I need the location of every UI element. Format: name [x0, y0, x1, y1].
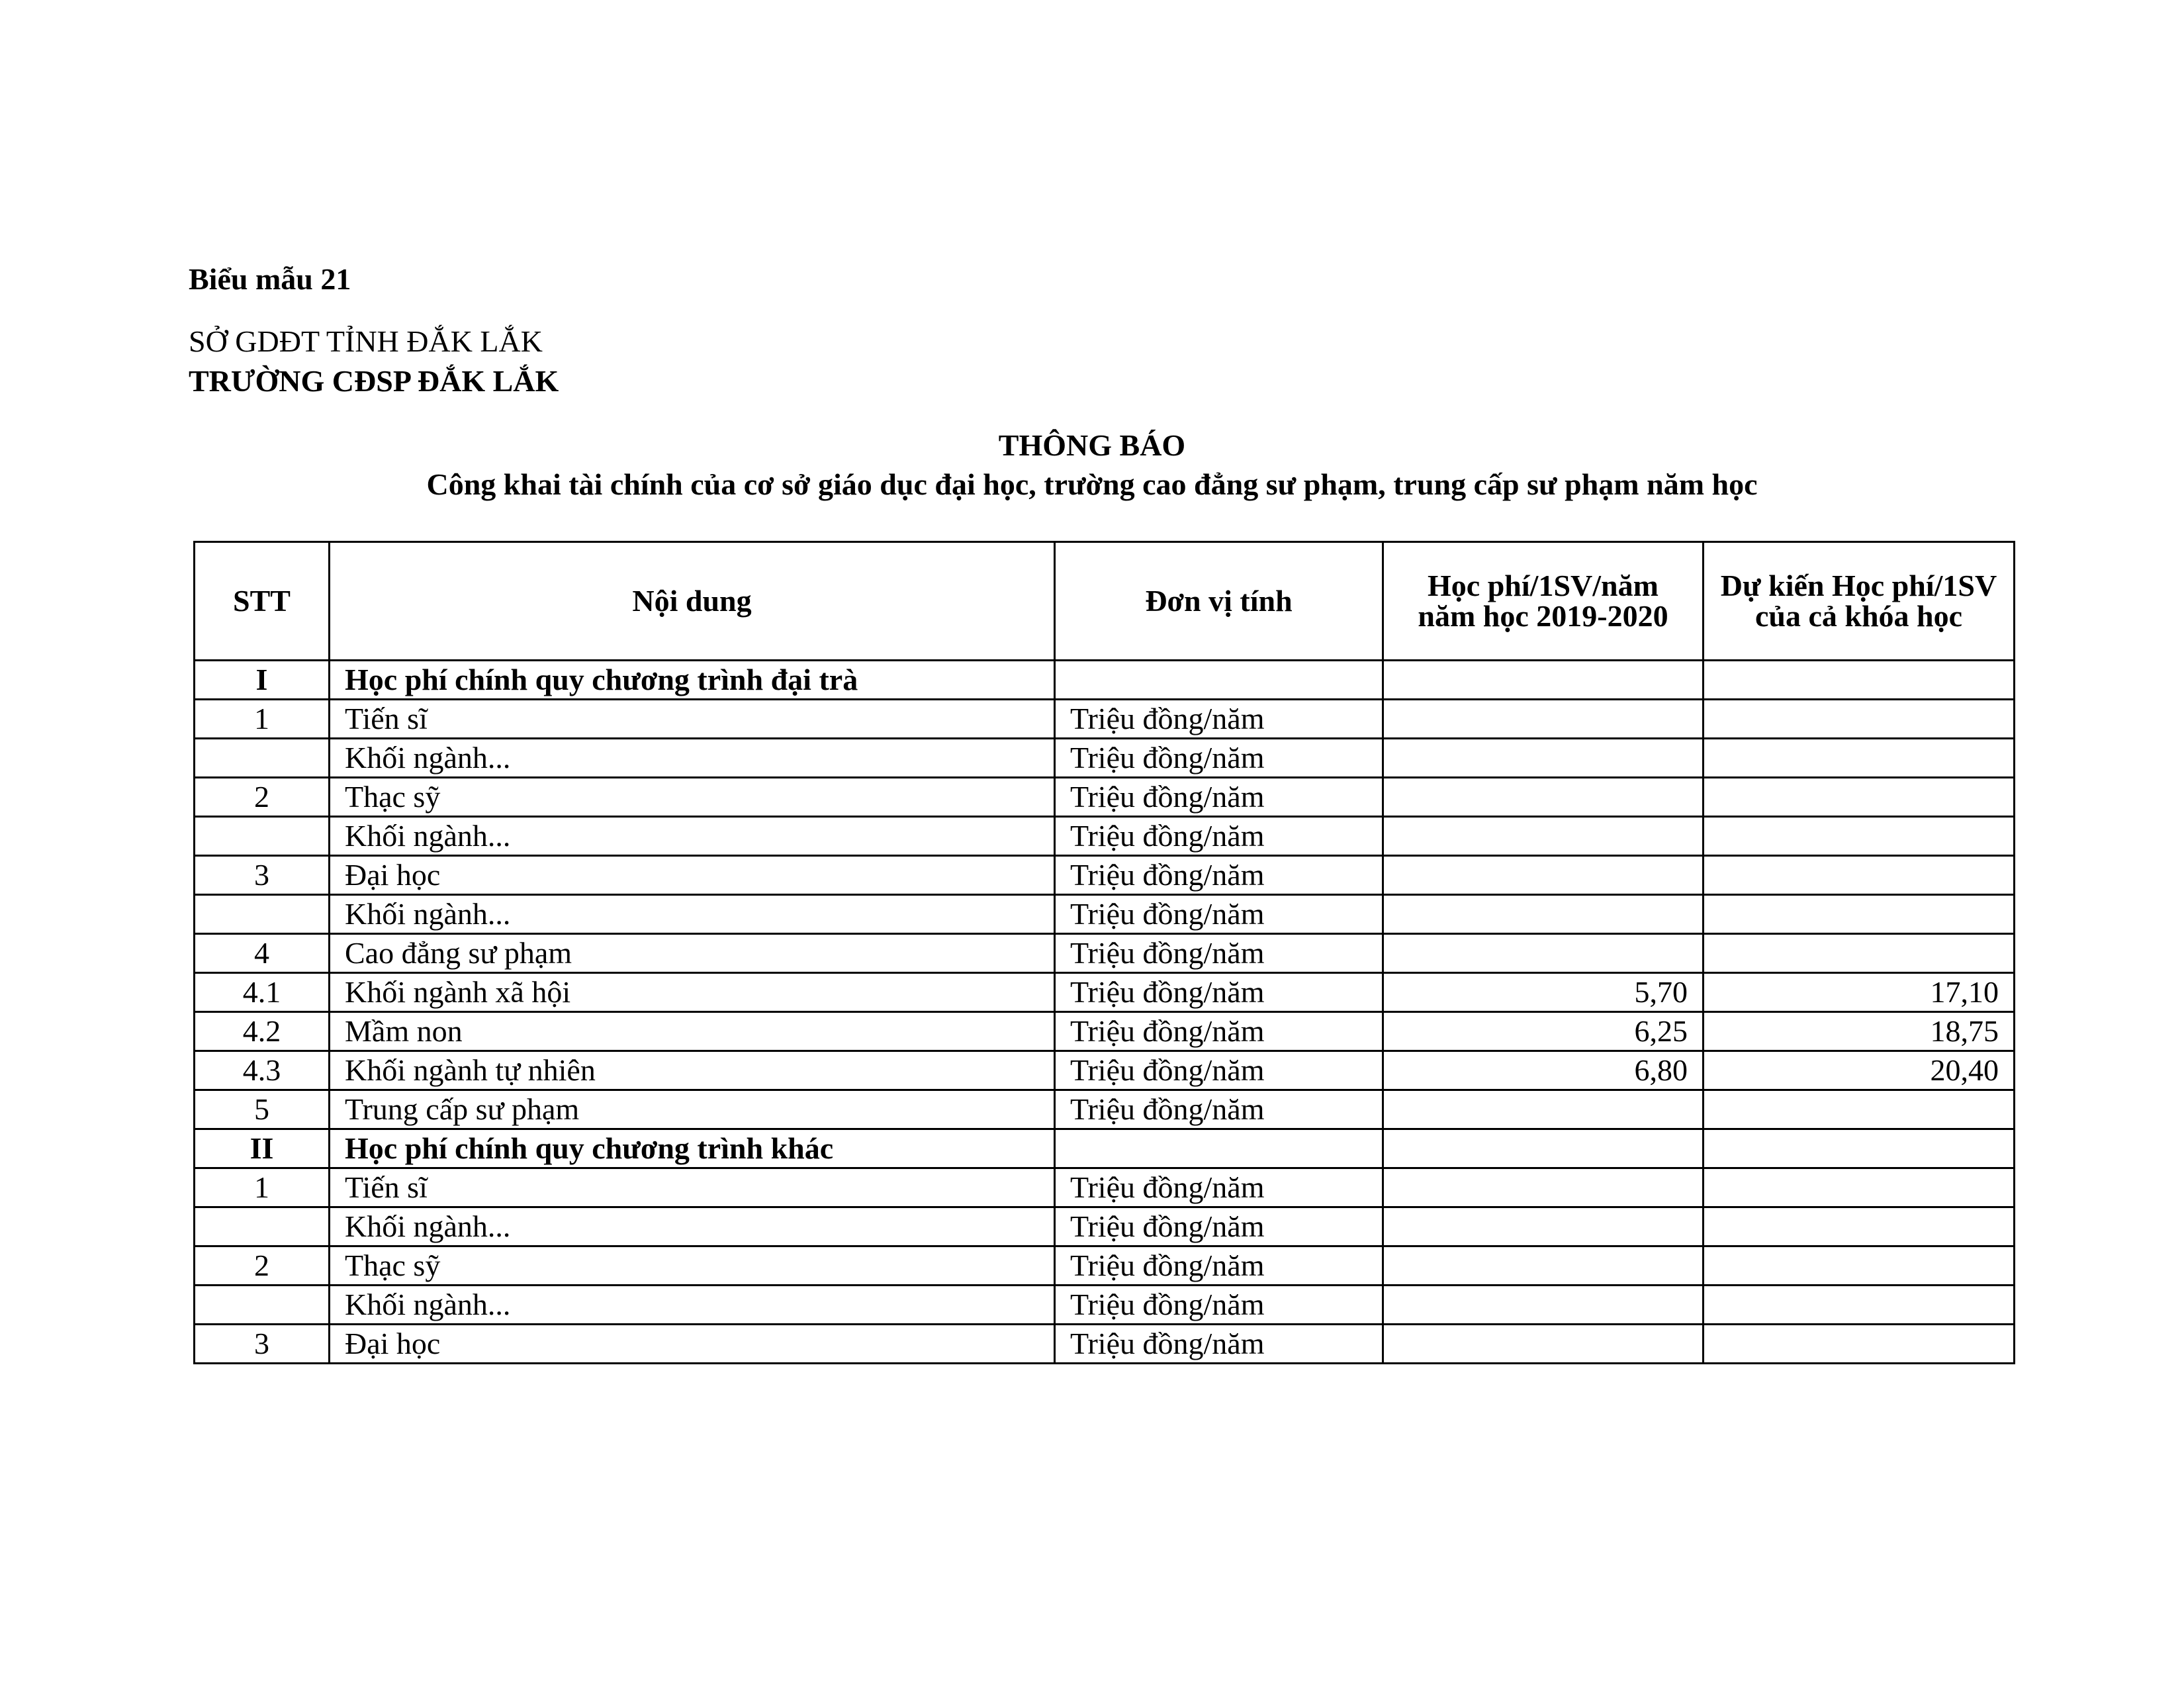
row-annual-fee-cell — [1383, 1325, 1704, 1364]
row-stt-cell — [195, 1207, 330, 1246]
row-content-cell: Đại học — [330, 856, 1055, 895]
row-course-fee-cell — [1704, 661, 2015, 700]
row-unit-cell: Triệu đồng/năm — [1055, 778, 1383, 817]
row-content-cell: Thạc sỹ — [330, 778, 1055, 817]
row-stt-cell: I — [195, 661, 330, 700]
row-unit-cell: Triệu đồng/năm — [1055, 1090, 1383, 1129]
row-content-cell: Khối ngành... — [330, 817, 1055, 856]
row-unit-cell — [1055, 661, 1383, 700]
row-stt-cell: II — [195, 1129, 330, 1168]
row-annual-fee-cell — [1383, 661, 1704, 700]
row-course-fee-cell — [1704, 1207, 2015, 1246]
row-annual-fee-cell — [1383, 1207, 1704, 1246]
row-stt-cell: 2 — [195, 778, 330, 817]
row-course-fee-cell — [1704, 1286, 2015, 1325]
row-stt-cell: 4.2 — [195, 1012, 330, 1051]
column-header-annual-fee: Học phí/1SV/năm năm học 2019-2020 — [1383, 542, 1704, 661]
row-unit-cell: Triệu đồng/năm — [1055, 1012, 1383, 1051]
row-annual-fee-cell: 6,25 — [1383, 1012, 1704, 1051]
table-row — [195, 1286, 2015, 1325]
table-body — [195, 661, 2015, 1364]
table-row — [195, 739, 2015, 778]
school-name: TRƯỜNG CĐSP ĐẮK LẮK — [189, 364, 559, 398]
row-content-cell: Học phí chính quy chương trình khác — [330, 1129, 1055, 1168]
row-content-cell: Khối ngành... — [330, 895, 1055, 934]
row-annual-fee-cell — [1383, 778, 1704, 817]
row-course-fee-cell: 17,10 — [1704, 973, 2015, 1012]
row-course-fee-cell — [1704, 934, 2015, 973]
row-stt-cell: 4.3 — [195, 1051, 330, 1090]
row-unit-cell — [1055, 1129, 1383, 1168]
table-row — [195, 1325, 2015, 1364]
row-content-cell: Cao đẳng sư phạm — [330, 934, 1055, 973]
row-course-fee-cell — [1704, 817, 2015, 856]
row-stt-cell: 3 — [195, 1325, 330, 1364]
row-annual-fee-cell — [1383, 1090, 1704, 1129]
row-annual-fee-cell — [1383, 1286, 1704, 1325]
row-unit-cell: Triệu đồng/năm — [1055, 1207, 1383, 1246]
row-annual-fee-cell — [1383, 739, 1704, 778]
table-row — [195, 1012, 2015, 1051]
row-course-fee-cell — [1704, 1168, 2015, 1207]
row-stt-cell — [195, 817, 330, 856]
row-stt-cell: 1 — [195, 1168, 330, 1207]
row-course-fee-cell — [1704, 1246, 2015, 1286]
row-stt-cell: 2 — [195, 1246, 330, 1286]
table-row — [195, 895, 2015, 934]
row-unit-cell: Triệu đồng/năm — [1055, 895, 1383, 934]
row-course-fee-cell: 18,75 — [1704, 1012, 2015, 1051]
row-content-cell: Học phí chính quy chương trình đại trà — [330, 661, 1055, 700]
table-row — [195, 1051, 2015, 1090]
row-content-cell: Khối ngành... — [330, 739, 1055, 778]
row-annual-fee-cell — [1383, 817, 1704, 856]
row-course-fee-cell: 20,40 — [1704, 1051, 2015, 1090]
row-content-cell: Mầm non — [330, 1012, 1055, 1051]
row-stt-cell — [195, 739, 330, 778]
tuition-fee-table — [193, 541, 2015, 1364]
row-unit-cell: Triệu đồng/năm — [1055, 973, 1383, 1012]
row-content-cell: Thạc sỹ — [330, 1246, 1055, 1286]
row-unit-cell: Triệu đồng/năm — [1055, 1246, 1383, 1286]
row-content-cell: Tiến sĩ — [330, 700, 1055, 739]
row-course-fee-cell — [1704, 778, 2015, 817]
table-row — [195, 700, 2015, 739]
row-stt-cell: 4 — [195, 934, 330, 973]
row-unit-cell: Triệu đồng/năm — [1055, 1051, 1383, 1090]
table-row — [195, 1246, 2015, 1286]
row-unit-cell: Triệu đồng/năm — [1055, 1168, 1383, 1207]
document-subtitle: Công khai tài chính của cơ sở giáo dục đại học, trường cao đẳng sư phạm, trung cấp sư phạm năm học — [426, 467, 1758, 501]
row-content-cell: Khối ngành... — [330, 1286, 1055, 1325]
row-content-cell: Đại học — [330, 1325, 1055, 1364]
row-course-fee-cell — [1704, 1129, 2015, 1168]
row-annual-fee-cell — [1383, 1129, 1704, 1168]
form-label: Biểu mẫu 21 — [189, 262, 351, 296]
row-unit-cell: Triệu đồng/năm — [1055, 934, 1383, 973]
row-stt-cell: 1 — [195, 700, 330, 739]
table-row — [195, 1168, 2015, 1207]
table-row — [195, 1090, 2015, 1129]
row-unit-cell: Triệu đồng/năm — [1055, 817, 1383, 856]
row-course-fee-cell — [1704, 739, 2015, 778]
table-section-row — [195, 661, 2015, 700]
row-course-fee-cell — [1704, 856, 2015, 895]
table-header-row — [195, 542, 2015, 661]
document-title: THÔNG BÁO — [998, 428, 1186, 462]
row-stt-cell: 5 — [195, 1090, 330, 1129]
column-header-content: Nội dung — [330, 542, 1055, 661]
row-annual-fee-cell: 6,80 — [1383, 1051, 1704, 1090]
table-row — [195, 778, 2015, 817]
row-course-fee-cell — [1704, 1325, 2015, 1364]
table-row — [195, 973, 2015, 1012]
row-unit-cell: Triệu đồng/năm — [1055, 739, 1383, 778]
row-annual-fee-cell — [1383, 1246, 1704, 1286]
row-stt-cell: 3 — [195, 856, 330, 895]
row-unit-cell: Triệu đồng/năm — [1055, 700, 1383, 739]
row-content-cell: Khối ngành tự nhiên — [330, 1051, 1055, 1090]
row-content-cell: Khối ngành xã hội — [330, 973, 1055, 1012]
row-stt-cell — [195, 895, 330, 934]
table-section-row — [195, 1129, 2015, 1168]
department-name: SỞ GDĐT TỈNH ĐẮK LẮK — [189, 324, 543, 358]
row-annual-fee-cell — [1383, 1168, 1704, 1207]
row-annual-fee-cell — [1383, 934, 1704, 973]
row-annual-fee-cell: 5,70 — [1383, 973, 1704, 1012]
row-course-fee-cell — [1704, 1090, 2015, 1129]
row-unit-cell: Triệu đồng/năm — [1055, 856, 1383, 895]
column-header-course-fee: Dự kiến Học phí/1SV của cả khóa học — [1704, 542, 2015, 661]
row-content-cell: Trung cấp sư phạm — [330, 1090, 1055, 1129]
row-unit-cell: Triệu đồng/năm — [1055, 1325, 1383, 1364]
table-row — [195, 856, 2015, 895]
table-row — [195, 934, 2015, 973]
row-stt-cell — [195, 1286, 330, 1325]
row-course-fee-cell — [1704, 895, 2015, 934]
row-annual-fee-cell — [1383, 700, 1704, 739]
row-content-cell: Tiến sĩ — [330, 1168, 1055, 1207]
row-annual-fee-cell — [1383, 856, 1704, 895]
column-header-unit: Đơn vị tính — [1055, 542, 1383, 661]
row-course-fee-cell — [1704, 700, 2015, 739]
row-content-cell: Khối ngành... — [330, 1207, 1055, 1246]
row-unit-cell: Triệu đồng/năm — [1055, 1286, 1383, 1325]
row-annual-fee-cell — [1383, 895, 1704, 934]
row-stt-cell: 4.1 — [195, 973, 330, 1012]
table-row — [195, 1207, 2015, 1246]
column-header-stt: STT — [195, 542, 330, 661]
table-row — [195, 817, 2015, 856]
